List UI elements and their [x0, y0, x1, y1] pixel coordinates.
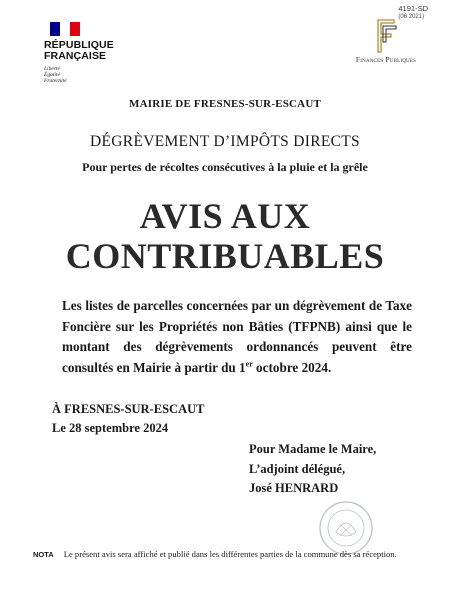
- place-and-date: [52, 400, 204, 438]
- form-code: 4191-SD: [398, 4, 428, 13]
- republique-francaise-logo: [44, 22, 154, 84]
- republique-title: [44, 40, 154, 62]
- body-superscript: er: [245, 359, 253, 369]
- body-text-main: Les listes de parcelles concernées par un dégrèvement de Taxe Foncière sur les Propriétés non Bâties (TFPNB) ainsi que le montant des dégrèvements ordonnancés peuvent être consultés en Mairie à partir du 1: [62, 298, 412, 375]
- date-line: Le 28 septembre 2024: [52, 421, 169, 435]
- signature-line1: Pour Madame le Maire,: [249, 442, 377, 456]
- notice-body: [62, 296, 412, 378]
- flag-blue-band: [50, 22, 60, 36]
- place-line: À FRESNES-SUR-ESCAUT: [52, 402, 205, 416]
- mairie-name: MAIRIE DE FRESNES-SUR-ESCAUT: [128, 98, 322, 110]
- flag-red-band: [70, 22, 80, 36]
- republique-line2: FRANÇAISE: [44, 50, 107, 62]
- signature-line2: L’adjoint délégué,: [249, 461, 346, 476]
- nota-footer: [33, 549, 443, 559]
- notice-heading: DÉGRÈVEMENT D’IMPÔTS DIRECTS: [90, 133, 360, 150]
- notice-title: [0, 196, 450, 276]
- body-text-end: octobre 2024.: [252, 359, 332, 375]
- title-line2: CONTRIBUABLES: [65, 236, 385, 276]
- title-line1: AVIS AUX: [139, 196, 311, 236]
- signature-block: [249, 440, 376, 499]
- finances-publiques-logo: [330, 18, 442, 64]
- flag-white-band: [60, 22, 70, 36]
- notice-subheading: Pour pertes de récoltes consécutives à la pluie et la grêle: [82, 160, 368, 174]
- republique-line1: RÉPUBLIQUE: [44, 39, 114, 51]
- nota-label: NOTA: [33, 550, 54, 559]
- signature-name: José HENRARD: [249, 481, 339, 495]
- finances-publiques-emblem-icon: [372, 18, 400, 54]
- finances-publiques-label: Finances Publiques: [355, 55, 417, 64]
- form-date: (06 2021): [398, 14, 425, 20]
- french-flag-icon: [50, 22, 80, 36]
- nota-text: Le présent avis sera affiché et publié dans les différentes parties de la commune dès sa réception.: [63, 549, 397, 559]
- republique-motto: [44, 66, 154, 84]
- motto-fraternite: Fraternité: [44, 78, 67, 84]
- motto-egalite: Égalité: [44, 72, 60, 78]
- official-stamp-icon: [318, 500, 374, 556]
- motto-liberte: Liberté: [44, 66, 60, 72]
